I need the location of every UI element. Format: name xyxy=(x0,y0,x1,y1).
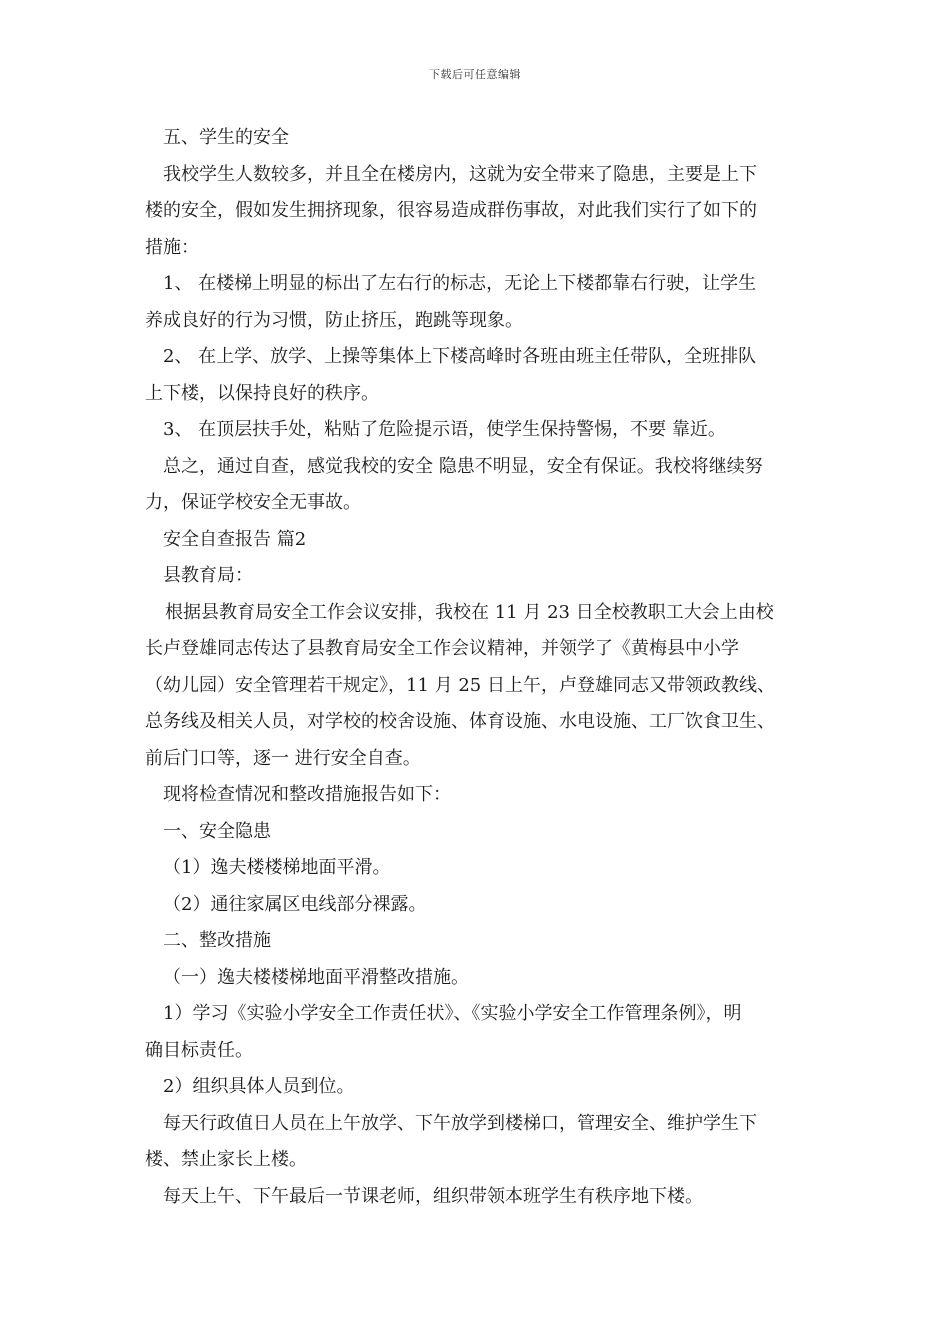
list-item: 1、 在楼梯上明显的标出了左右行的标志，无论上下楼都靠右行驶，让学生 xyxy=(163,273,757,294)
document-body xyxy=(145,120,820,1215)
paragraph-line: 现将检查情况和整改措施报告如下： xyxy=(163,784,451,805)
paragraph-line: 长卢登雄同志传达了县教育局安全工作会议精神，并领学了《黄梅县中小学 xyxy=(145,638,739,659)
list-item: 3、 在顶层扶手处，粘贴了危险提示语，使学生保持警惕，不要 靠近。 xyxy=(163,419,726,440)
section-heading: 五、学生的安全 xyxy=(163,127,289,148)
list-item: 2）组织具体人员到位。 xyxy=(163,1076,355,1097)
paragraph-line: 每天行政值日人员在上午放学、下午放学到楼梯口，管理安全、维护学生下 xyxy=(163,1112,757,1134)
list-item: （一）逸夫楼楼梯地面平滑整改措施。 xyxy=(163,966,469,988)
section-heading: 二、整改措施 xyxy=(163,930,271,951)
paragraph-line: 确目标责任。 xyxy=(145,1039,253,1061)
paragraph-line: 措施： xyxy=(145,236,199,258)
report-title: 安全自查报告 篇2 xyxy=(163,528,307,550)
paragraph-line: 养成良好的行为习惯，防止挤压，跑跳等现象。 xyxy=(145,309,523,331)
paragraph-line: 力，保证学校安全无事故。 xyxy=(145,492,361,513)
list-item: 2、 在上学、放学、上操等集体上下楼高峰时各班由班主任带队，全班排队 xyxy=(163,346,757,367)
page-header: 下载后可任意编辑 xyxy=(429,68,521,81)
section-heading: 一、安全隐患 xyxy=(163,820,271,842)
paragraph-line: 楼、禁止家长上楼。 xyxy=(145,1149,307,1170)
paragraph-line: 我校学生人数较多，并且全在楼房内，这就为安全带来了隐患，主要是上下 xyxy=(163,163,757,185)
paragraph-line: 前后门口等，逐一 进行安全自查。 xyxy=(145,747,421,769)
addressee: 县教育局： xyxy=(163,565,253,586)
paragraph-line: 总务线及相关人员，对学校的校舍设施、体育设施、水电设施、工厂饮食卫生、 xyxy=(145,711,775,732)
list-item: （1）逸夫楼楼梯地面平滑。 xyxy=(163,857,391,878)
paragraph-line: 总之，通过自查，感觉我校的安全 隐患不明显，安全有保证。我校将继续努 xyxy=(163,455,763,477)
paragraph-line: 根据县教育局安全工作会议安排，我校在 11 月 23 日全校教职工大会上由校 xyxy=(165,601,774,623)
list-item: （2）通往家属区电线部分裸露。 xyxy=(163,893,427,915)
paragraph-line: 楼的安全，假如发生拥挤现象，很容易造成群伤事故，对此我们实行了如下的 xyxy=(145,200,757,221)
paragraph-line: 每天上午、下午最后一节课老师，组织带领本班学生有秩序地下楼。 xyxy=(163,1185,703,1207)
paragraph-line: （幼儿园）安全管理若干规定》，11 月 25 日上午，卢登雄同志又带领政教线、 xyxy=(145,674,775,696)
list-item: 1）学习《实验小学安全工作责任状》、《实验小学安全工作管理条例》，明 xyxy=(163,1003,742,1024)
paragraph-line: 上下楼，以保持良好的秩序。 xyxy=(145,382,379,404)
